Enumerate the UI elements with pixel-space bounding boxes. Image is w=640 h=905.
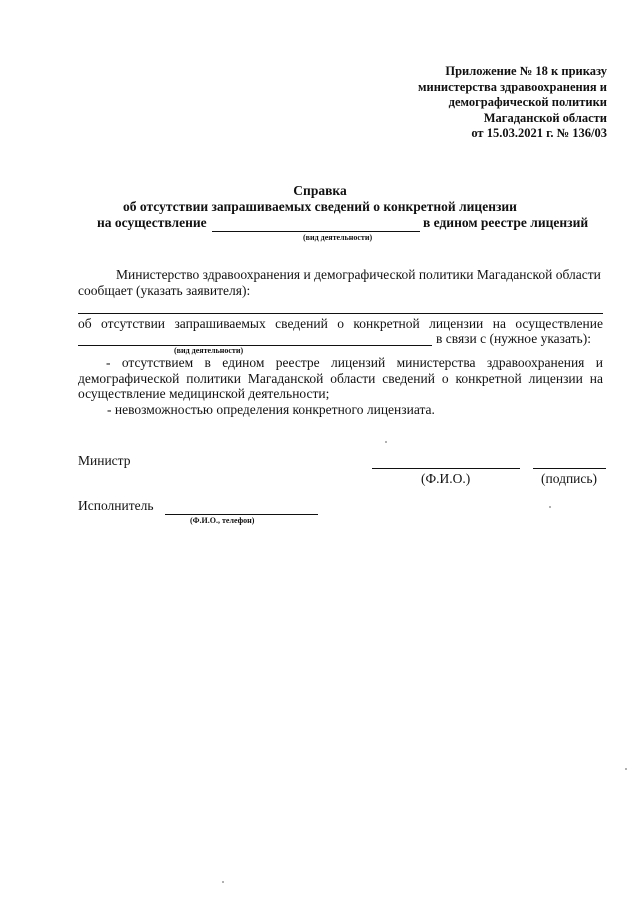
title-activity-caption: (вид деятельности) bbox=[303, 233, 373, 242]
appendix-line-1: Приложение № 18 к приказу bbox=[445, 64, 607, 78]
activity-blank[interactable] bbox=[78, 345, 432, 346]
appendix-line-2: министерства здравоохранения и bbox=[418, 79, 607, 94]
item-1-line-2: демографической политики Магаданской области сведений о конкретной лицензии на bbox=[78, 371, 603, 386]
executor-blank[interactable] bbox=[165, 514, 318, 515]
appendix-line-3: демографической политики bbox=[448, 95, 607, 109]
executor-caption: (Ф.И.О., телефон) bbox=[190, 516, 255, 525]
intro-line-1: Министерство здравоохранения и демографической политики Магаданской области bbox=[116, 267, 601, 282]
signature-caption: (подпись) bbox=[541, 471, 598, 486]
document-title: Справка bbox=[293, 183, 347, 198]
title-activity-suffix: в едином реестре лицензий bbox=[423, 215, 589, 230]
intro-line-2: сообщает (указать заявителя): bbox=[78, 283, 251, 298]
minister-signature-blank[interactable] bbox=[533, 468, 606, 469]
appendix-header bbox=[418, 64, 607, 142]
scan-speck bbox=[385, 441, 387, 443]
title-activity-prefix: на осуществление bbox=[97, 215, 207, 230]
document-subtitle: об отсутствии запрашиваемых сведений о конкретной лицензии bbox=[123, 199, 517, 214]
minister-label: Министр bbox=[78, 453, 131, 468]
scan-speck bbox=[549, 506, 551, 508]
scan-speck bbox=[222, 881, 224, 883]
minister-fio-blank[interactable] bbox=[372, 468, 520, 469]
title-activity-blank[interactable] bbox=[212, 231, 420, 232]
absence-line: об отсутствии запрашиваемых сведений о конкретной лицензии на осуществление bbox=[78, 316, 603, 331]
appendix-line-4: Магаданской области bbox=[483, 110, 607, 125]
item-2: - невозможностью определения конкретного лицензиата. bbox=[107, 402, 435, 417]
item-1-line-1: - отсутствием в едином реестре лицензий министерства здравоохранения и bbox=[106, 355, 603, 370]
activity-caption: (вид деятельности) bbox=[174, 346, 244, 355]
fio-caption: (Ф.И.О.) bbox=[421, 471, 471, 486]
applicant-blank[interactable] bbox=[78, 313, 603, 314]
appendix-line-5: от 15.03.2021 г. № 136/03 bbox=[471, 126, 607, 140]
scan-speck bbox=[625, 768, 627, 770]
item-1-line-3: осуществление медицинской деятельности; bbox=[78, 386, 330, 401]
reason-suffix: в связи с (нужное указать): bbox=[436, 331, 591, 346]
executor-label: Исполнитель bbox=[78, 498, 154, 513]
